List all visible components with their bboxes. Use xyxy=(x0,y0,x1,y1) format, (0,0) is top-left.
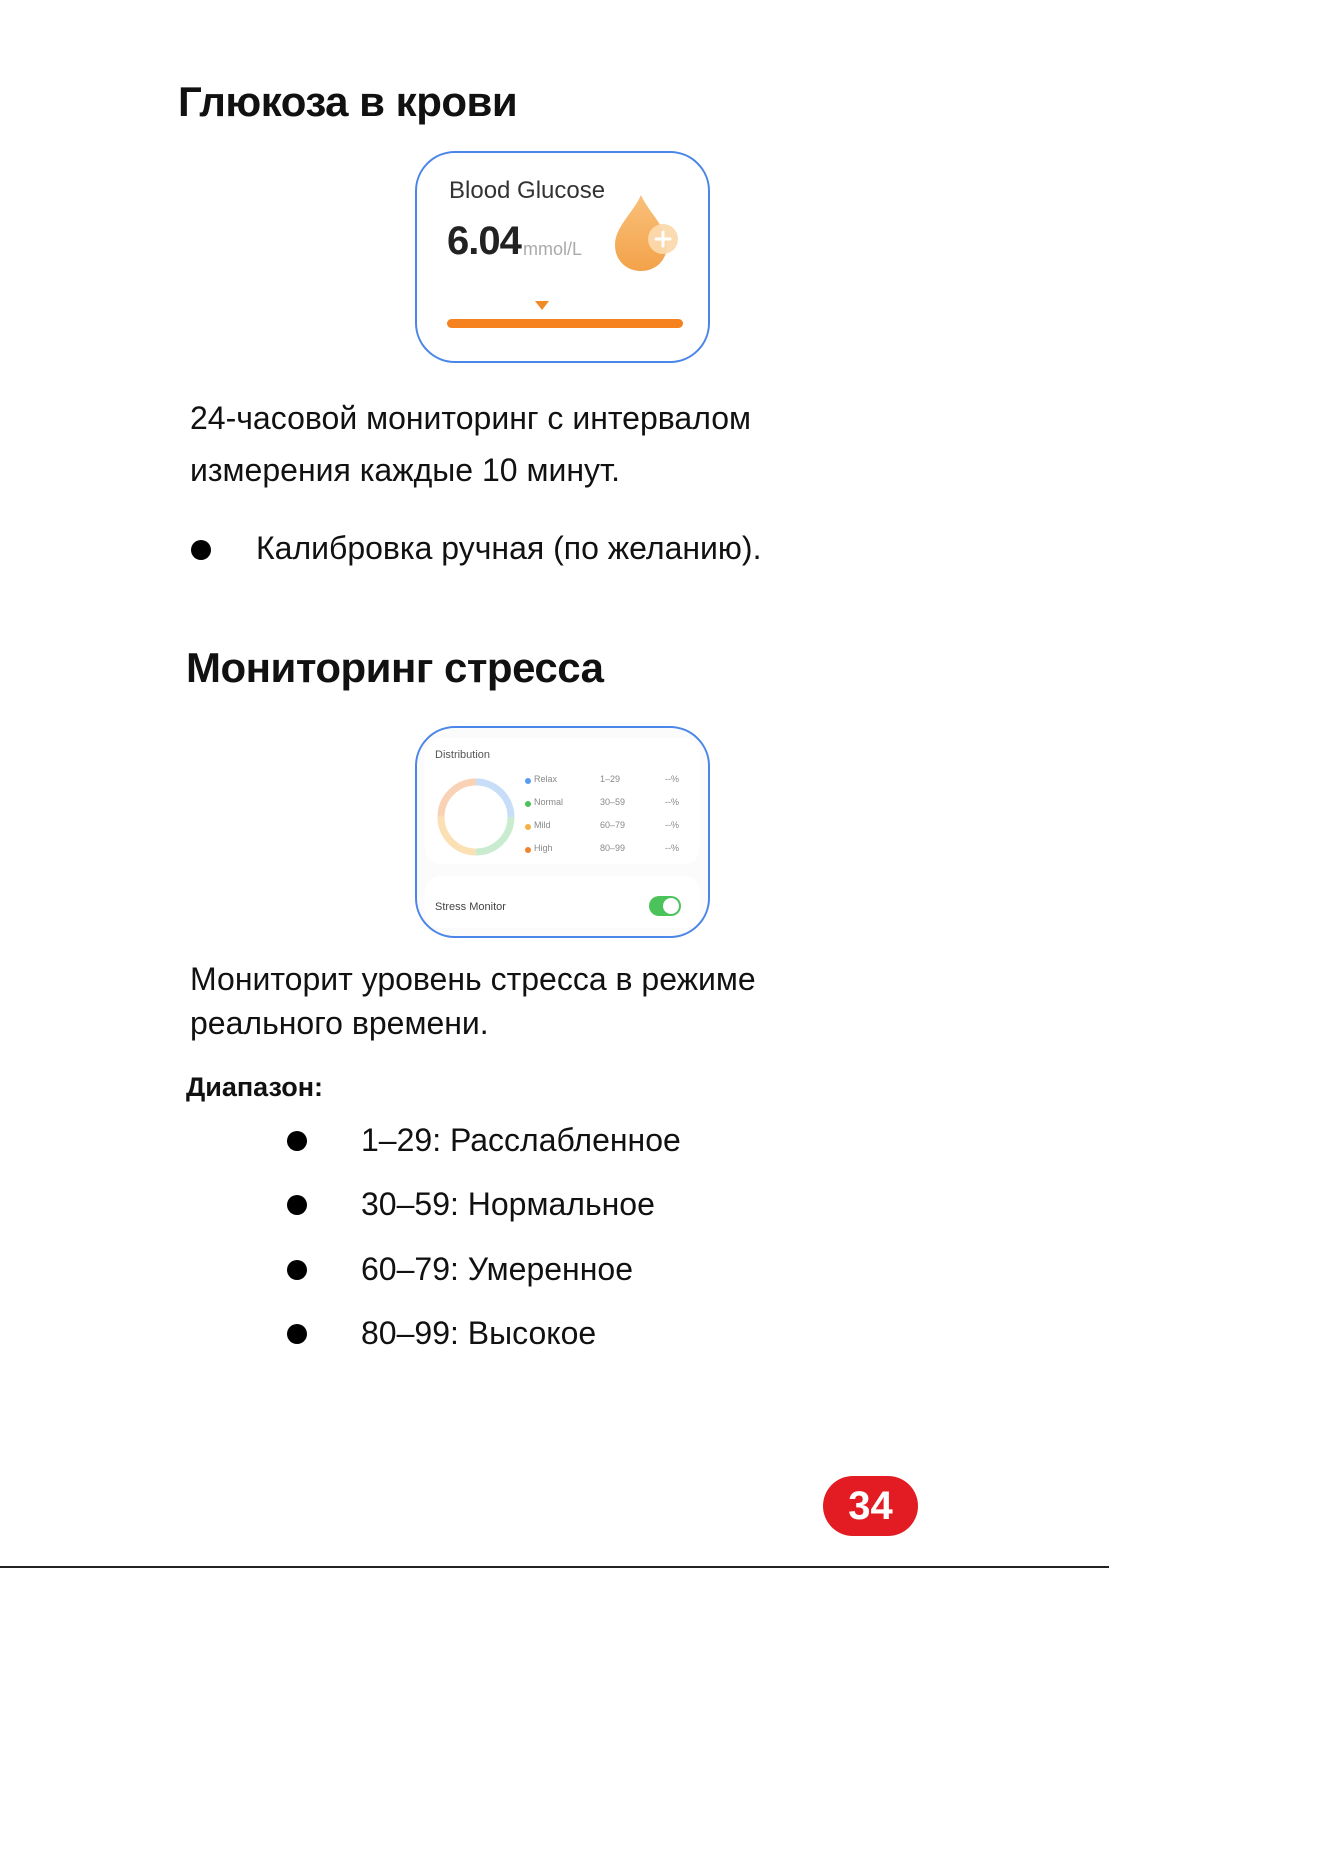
row-name: Mild xyxy=(534,820,551,830)
glucose-bullet-calibration: Калибровка ручная (по желанию). xyxy=(256,530,762,566)
bullet-dot xyxy=(287,1324,307,1344)
glucose-value: 6.04 xyxy=(447,219,521,263)
blood-glucose-card xyxy=(415,151,710,363)
stress-monitor-label: Stress Monitor xyxy=(435,901,506,913)
glucose-description: 24-часовой мониторинг с интервалом измерения каждые 10 минут. xyxy=(190,400,752,488)
toggle-knob xyxy=(663,898,679,914)
stress-distribution-card xyxy=(415,726,710,938)
range-item-normal: 30–59: Нормальное xyxy=(361,1186,655,1222)
glucose-heading: Глюкоза в крови xyxy=(178,78,518,125)
relax-dot xyxy=(525,778,531,784)
blood-drop-icon xyxy=(607,191,687,273)
range-item-mild: 60–79: Умеренное xyxy=(361,1251,633,1287)
row-range: 60–79 xyxy=(600,820,626,830)
range-item-relax: 1–29: Расслабленное xyxy=(361,1122,681,1158)
stress-donut-chart xyxy=(433,774,519,860)
normal-dot xyxy=(525,801,531,807)
bullet-dot xyxy=(287,1195,307,1215)
stress-monitor-toggle[interactable] xyxy=(649,896,681,916)
distribution-title: Distribution xyxy=(435,749,491,761)
distribution-row-normal xyxy=(525,797,695,813)
row-name: Normal xyxy=(534,797,564,807)
row-range: 1–29 xyxy=(600,774,621,784)
row-percent: --% xyxy=(665,774,679,784)
row-percent: --% xyxy=(665,843,679,853)
glucose-range-bar xyxy=(447,319,683,328)
glucose-unit: mmol/L xyxy=(523,239,583,259)
page-number-badge: 34 xyxy=(823,1476,918,1536)
row-range: 30–59 xyxy=(600,797,626,807)
stress-heading: Мониторинг стресса xyxy=(186,644,604,691)
bullet-dot xyxy=(191,540,211,560)
distribution-row-mild xyxy=(525,820,695,836)
distribution-row-relax xyxy=(525,774,695,790)
row-name: Relax xyxy=(534,774,558,784)
glucose-level-pointer xyxy=(535,301,549,310)
mild-dot xyxy=(525,824,531,830)
distribution-row-high xyxy=(525,843,695,859)
range-label: Диапазон: xyxy=(186,1072,324,1102)
row-percent: --% xyxy=(665,820,679,830)
row-percent: --% xyxy=(665,797,679,807)
row-range: 80–99 xyxy=(600,843,626,853)
bottom-divider xyxy=(0,1566,1109,1568)
bullet-dot xyxy=(287,1260,307,1280)
glucose-card-title: Blood Glucose xyxy=(449,177,606,204)
stress-description: Мониторит уровень стресса в режиме реального времени. xyxy=(190,961,756,1041)
bullet-dot xyxy=(287,1131,307,1151)
high-dot xyxy=(525,847,531,853)
row-name: High xyxy=(534,843,553,853)
range-item-high: 80–99: Высокое xyxy=(361,1315,597,1351)
